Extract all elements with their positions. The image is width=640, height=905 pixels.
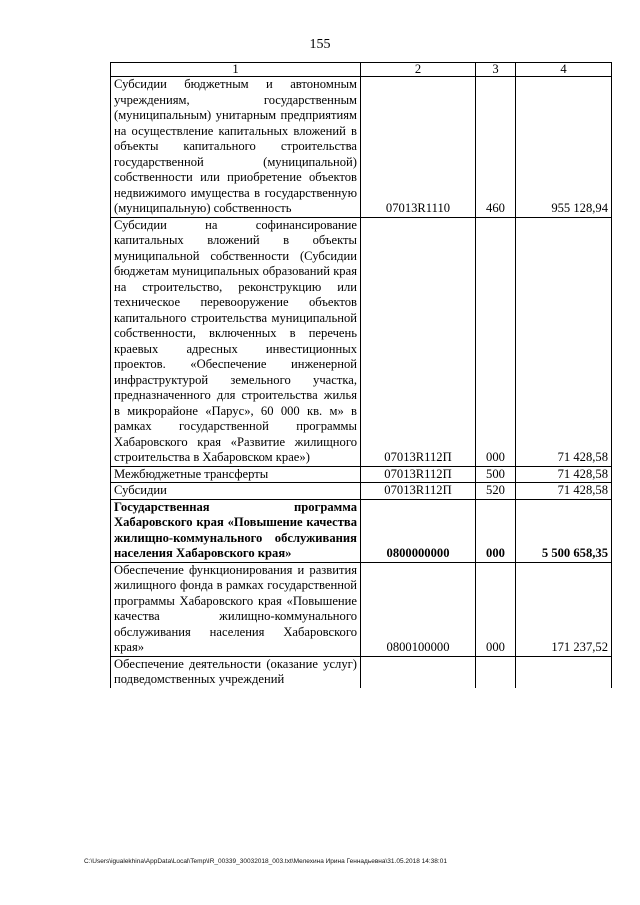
table-row [111, 466, 612, 483]
row-expense-type: 000 [476, 499, 516, 562]
row-target-code: 07013R112П [361, 483, 476, 500]
table-row [111, 562, 612, 656]
row-expense-type: 000 [476, 217, 516, 466]
row-description: Государственная программа Хабаровского края «Повышение качества жилищно-коммунального обслуживания населения Хабаровского края» [111, 499, 361, 562]
row-description: Субсидии на софинансирование капитальных вложений в объекты муниципальной собственности (Субсидии бюджетам муниципальных образований края на строительство, реконструкцию или техническое перевооружение объектов капитального строительства муниципальной собственности, включенных в перечень краевых адресных инвестиционных проектов. «Обеспечение инженерной инфраструктурой земельного участка, предназначенного для строительства жилья в микрорайоне «Парус», 60 000 кв. м» в рамках государственной программы Хабаровского края «Развитие жилищного строительства в Хабаровском крае») [111, 217, 361, 466]
row-target-code: 0800000000 [361, 499, 476, 562]
row-target-code: 0800100000 [361, 562, 476, 656]
column-header-3: 3 [476, 63, 516, 77]
page-number: 155 [309, 37, 331, 52]
table-row [111, 483, 612, 500]
column-header-4: 4 [516, 63, 612, 77]
row-description: Межбюджетные трансферты [111, 466, 361, 483]
column-header-2: 2 [361, 63, 476, 77]
table-header-row [111, 63, 612, 77]
row-expense-type: 000 [476, 562, 516, 656]
row-description: Субсидии бюджетным и автономным учреждениям, государственным (муниципальным) унитарным предприятиям на осуществление капитальных вложений в объекты капитального строительства государственной (муниципальной) собственности или приобретение объектов недвижимого имущества в государственную (муниципальную) собственность [111, 77, 361, 218]
row-target-code: 07013R112П [361, 217, 476, 466]
row-amount: 5 500 658,35 [516, 499, 612, 562]
row-description: Обеспечение функционирования и развития жилищного фонда в рамках государственной программы Хабаровского края «Повышение качества жилищно-коммунального обслуживания населения Хабаровского края» [111, 562, 361, 656]
column-header-1: 1 [111, 63, 361, 77]
row-expense-type: 500 [476, 466, 516, 483]
budget-table [110, 62, 612, 688]
row-target-code [361, 656, 476, 688]
table-row [111, 77, 612, 218]
table-row-program [111, 499, 612, 562]
row-expense-type [476, 656, 516, 688]
row-expense-type: 520 [476, 483, 516, 500]
row-target-code: 07013R1110 [361, 77, 476, 218]
row-amount [516, 656, 612, 688]
row-description: Субсидии [111, 483, 361, 500]
row-amount: 71 428,58 [516, 483, 612, 500]
row-target-code: 07013R112П [361, 466, 476, 483]
row-amount: 955 128,94 [516, 77, 612, 218]
row-description: Обеспечение деятельности (оказание услуг) подведомственных учреждений [111, 656, 361, 688]
row-amount: 71 428,58 [516, 217, 612, 466]
row-amount: 71 428,58 [516, 466, 612, 483]
table-row-cut [111, 656, 612, 688]
row-expense-type: 460 [476, 77, 516, 218]
row-amount: 171 237,52 [516, 562, 612, 656]
file-path-footer: C:\Users\igualekhina\AppData\Local\Temp\IR_00339_30032018_003.txt\Мелехина Ирина Геннадьевна\31.05.2018 14:38:01 [84, 858, 447, 865]
table-row [111, 217, 612, 466]
